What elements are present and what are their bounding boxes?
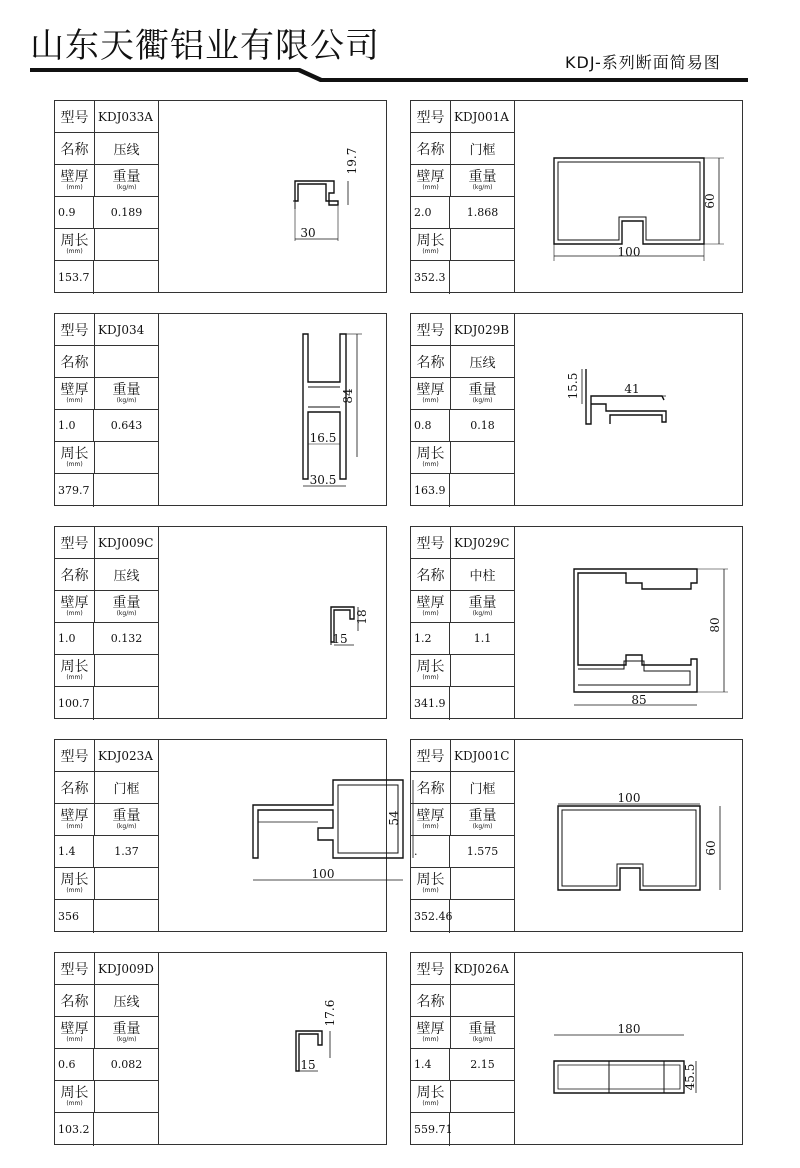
model-value: KDJ023A: [98, 748, 153, 763]
wall-label: 壁厚: [60, 808, 89, 824]
kgm-unit: (kg/m): [116, 823, 137, 830]
row-name: [411, 772, 514, 804]
row-values: [55, 623, 158, 655]
wall-value: .: [414, 845, 418, 858]
row-model: [55, 740, 158, 772]
perimeter-value: 153.7: [58, 271, 90, 284]
weight-label: 重量: [112, 1021, 141, 1037]
row-headers: [55, 378, 158, 410]
dimension-label: 16.5: [309, 431, 337, 445]
mm-unit: (mm): [422, 610, 439, 617]
row-model: [411, 527, 514, 559]
wall-value: 1.0: [58, 419, 76, 432]
section-drawing: [514, 953, 744, 1146]
row-perimeter-value: [55, 474, 158, 507]
dimension-label: 100: [617, 791, 641, 805]
dimension-label: 60: [703, 193, 717, 209]
name-label: 名称: [416, 780, 445, 797]
row-perimeter-value: [55, 900, 158, 933]
model-value: KDJ029C: [454, 535, 510, 550]
row-values: [411, 410, 514, 442]
perimeter-value: 352.3: [414, 271, 446, 284]
weight-value: 1.868: [466, 206, 499, 219]
kgm-unit: (kg/m): [472, 1036, 493, 1043]
mm-unit: (mm): [66, 184, 83, 191]
weight-value: 0.189: [110, 206, 143, 219]
section-drawing: [514, 740, 744, 933]
section-drawing: [514, 314, 744, 507]
row-values: [411, 1049, 514, 1081]
name-value: 压线: [113, 143, 140, 158]
wall-value: 2.0: [414, 206, 432, 219]
model-label: 型号: [416, 109, 445, 126]
wall-label: 壁厚: [416, 595, 445, 611]
row-perimeter-value: [411, 261, 514, 294]
perimeter-value: 559.71: [414, 1123, 453, 1136]
perimeter-label: 周长: [416, 233, 445, 249]
section-drawing: [158, 740, 401, 933]
row-perimeter-label: [55, 655, 158, 687]
mm-unit: (mm): [422, 1100, 439, 1107]
row-perimeter-value: [411, 1113, 514, 1146]
row-perimeter-label: [55, 1081, 158, 1113]
name-value: 压线: [469, 356, 496, 371]
model-value: KDJ033A: [98, 109, 153, 124]
dimension-label: 54: [387, 810, 401, 826]
dimension-label: 100: [617, 245, 641, 259]
mm-unit: (mm): [66, 397, 83, 404]
weight-label: 重量: [112, 595, 141, 611]
name-value: 门框: [469, 143, 496, 158]
dimension-label: 15: [332, 632, 348, 646]
mm-unit: (mm): [66, 248, 83, 255]
wall-value: 0.6: [58, 1058, 76, 1071]
wall-value: 1.4: [414, 1058, 432, 1071]
dimension-label: 15: [300, 1058, 316, 1072]
model-label: 型号: [416, 961, 445, 978]
row-values: [411, 623, 514, 655]
row-values: [55, 836, 158, 868]
dimension-label: 15.5: [566, 372, 580, 400]
row-perimeter-value: [55, 687, 158, 720]
profile-card-kdj033a: [54, 100, 387, 293]
profile-card-kdj034: [54, 313, 387, 506]
row-perimeter-value: [411, 900, 514, 933]
row-model: [411, 101, 514, 133]
mm-unit: (mm): [66, 1100, 83, 1107]
kgm-unit: (kg/m): [116, 397, 137, 404]
row-model: [411, 740, 514, 772]
perimeter-value: 341.9: [414, 697, 446, 710]
model-label: 型号: [60, 535, 89, 552]
row-headers: [411, 804, 514, 836]
model-value: KDJ009D: [98, 961, 154, 976]
mm-unit: (mm): [422, 1036, 439, 1043]
mm-unit: (mm): [66, 887, 83, 894]
section-drawing: [514, 101, 744, 294]
weight-value: 0.18: [470, 419, 495, 432]
perimeter-value: 103.2: [58, 1123, 90, 1136]
wall-value: 0.9: [58, 206, 76, 219]
dimension-label: 60: [704, 840, 718, 856]
profile-card-kdj029c: [410, 526, 743, 719]
spec-table: [55, 527, 159, 718]
wall-label: 壁厚: [60, 382, 89, 398]
company-name: 山东天衢铝业有限公司: [30, 26, 380, 66]
row-model: [411, 953, 514, 985]
row-model: [411, 314, 514, 346]
kgm-unit: (kg/m): [116, 184, 137, 191]
profile-card-kdj001a: [410, 100, 743, 293]
row-name: [55, 133, 158, 165]
name-label: 名称: [60, 567, 89, 584]
kgm-unit: (kg/m): [116, 610, 137, 617]
weight-label: 重量: [112, 382, 141, 398]
section-drawing: [514, 527, 744, 720]
weight-value: 0.643: [110, 419, 143, 432]
dimension-label: 45.5: [683, 1063, 697, 1091]
mm-unit: (mm): [422, 674, 439, 681]
row-perimeter-value: [411, 687, 514, 720]
wall-label: 壁厚: [416, 382, 445, 398]
row-headers: [411, 591, 514, 623]
mm-unit: (mm): [422, 461, 439, 468]
model-label: 型号: [416, 748, 445, 765]
wall-value: 1.0: [58, 632, 76, 645]
name-label: 名称: [416, 141, 445, 158]
weight-label: 重量: [468, 595, 497, 611]
model-value: KDJ029B: [454, 322, 510, 337]
row-perimeter-value: [411, 474, 514, 507]
profile-card-kdj026a: [410, 952, 743, 1145]
name-label: 名称: [60, 780, 89, 797]
wall-label: 壁厚: [416, 808, 445, 824]
model-value: KDJ001C: [454, 748, 510, 763]
name-label: 名称: [416, 354, 445, 371]
row-name: [55, 346, 158, 378]
weight-value: 1.575: [466, 845, 499, 858]
row-model: [55, 953, 158, 985]
mm-unit: (mm): [66, 1036, 83, 1043]
wall-label: 壁厚: [416, 169, 445, 185]
spec-table: [411, 101, 515, 292]
perimeter-label: 周长: [416, 1085, 445, 1101]
row-values: [55, 410, 158, 442]
model-label: 型号: [60, 322, 89, 339]
perimeter-label: 周长: [60, 1085, 89, 1101]
model-value: KDJ026A: [454, 961, 509, 976]
perimeter-label: 周长: [416, 446, 445, 462]
wall-label: 壁厚: [60, 1021, 89, 1037]
name-label: 名称: [416, 993, 445, 1010]
row-headers: [411, 165, 514, 197]
kgm-unit: (kg/m): [472, 610, 493, 617]
row-name: [55, 559, 158, 591]
row-model: [55, 527, 158, 559]
name-label: 名称: [60, 141, 89, 158]
weight-value: 1.1: [473, 632, 492, 645]
model-label: 型号: [416, 535, 445, 552]
perimeter-value: 379.7: [58, 484, 90, 497]
dimension-label: 100: [311, 867, 335, 881]
row-headers: [411, 378, 514, 410]
row-perimeter-label: [411, 229, 514, 261]
mm-unit: (mm): [422, 823, 439, 830]
weight-label: 重量: [468, 169, 497, 185]
spec-table: [55, 740, 159, 931]
row-perimeter-label: [411, 442, 514, 474]
name-value: 压线: [113, 569, 140, 584]
wall-label: 壁厚: [60, 595, 89, 611]
dimension-label: 30: [300, 226, 316, 240]
row-perimeter-label: [55, 229, 158, 261]
row-values: [411, 197, 514, 229]
dimension-label: 30.5: [309, 473, 337, 487]
row-perimeter-label: [411, 1081, 514, 1113]
wall-value: 0.8: [414, 419, 432, 432]
weight-label: 重量: [468, 808, 497, 824]
section-drawing: [158, 527, 388, 720]
perimeter-value: 356: [58, 910, 79, 923]
wall-value: 1.4: [58, 845, 76, 858]
perimeter-label: 周长: [60, 659, 89, 675]
row-headers: [55, 804, 158, 836]
wall-value: 1.2: [414, 632, 432, 645]
dimension-label: 80: [708, 617, 722, 633]
mm-unit: (mm): [66, 610, 83, 617]
model-value: KDJ034: [98, 322, 145, 337]
wall-label: 壁厚: [416, 1021, 445, 1037]
spec-table: [55, 953, 159, 1144]
perimeter-label: 周长: [60, 233, 89, 249]
row-model: [55, 314, 158, 346]
row-headers: [55, 165, 158, 197]
model-value: KDJ001A: [454, 109, 509, 124]
model-value: KDJ009C: [98, 535, 154, 550]
weight-label: 重量: [112, 169, 141, 185]
row-name: [411, 985, 514, 1017]
row-perimeter-value: [55, 1113, 158, 1146]
profile-card-kdj009c: [54, 526, 387, 719]
perimeter-label: 周长: [60, 446, 89, 462]
row-perimeter-label: [55, 442, 158, 474]
weight-value: 0.082: [110, 1058, 143, 1071]
spec-table: [55, 101, 159, 292]
dimension-label: 41: [624, 382, 640, 396]
row-name: [55, 772, 158, 804]
perimeter-value: 100.7: [58, 697, 90, 710]
row-name: [411, 559, 514, 591]
kgm-unit: (kg/m): [472, 397, 493, 404]
name-value: 压线: [113, 995, 140, 1010]
model-label: 型号: [416, 322, 445, 339]
dimension-label: 84: [341, 388, 355, 404]
row-name: [411, 133, 514, 165]
profile-card-kdj001c: [410, 739, 743, 932]
name-label: 名称: [416, 567, 445, 584]
perimeter-value: 163.9: [414, 484, 446, 497]
mm-unit: (mm): [422, 248, 439, 255]
dimension-label: 85: [631, 693, 647, 707]
kgm-unit: (kg/m): [472, 823, 493, 830]
dimension-label: 17.6: [323, 999, 337, 1027]
perimeter-label: 周长: [60, 872, 89, 888]
name-label: 名称: [60, 993, 89, 1010]
row-values: [411, 836, 514, 868]
profile-card-kdj029b: [410, 313, 743, 506]
spec-table: [411, 740, 515, 931]
row-perimeter-label: [411, 655, 514, 687]
dimension-label: 180: [617, 1022, 641, 1036]
name-value: 门框: [469, 782, 496, 797]
weight-label: 重量: [468, 382, 497, 398]
row-headers: [55, 1017, 158, 1049]
weight-value: 2.15: [470, 1058, 495, 1071]
name-value: 中柱: [469, 569, 496, 584]
row-name: [411, 346, 514, 378]
kgm-unit: (kg/m): [472, 184, 493, 191]
perimeter-label: 周长: [416, 872, 445, 888]
section-drawing: [158, 953, 388, 1146]
perimeter-value: 352.46: [414, 910, 453, 923]
name-value: 门框: [113, 782, 140, 797]
row-headers: [411, 1017, 514, 1049]
section-drawing: [158, 101, 388, 294]
wall-label: 壁厚: [60, 169, 89, 185]
row-values: [55, 197, 158, 229]
mm-unit: (mm): [422, 397, 439, 404]
spec-table: [411, 527, 515, 718]
spec-table: [55, 314, 159, 505]
row-perimeter-value: [55, 261, 158, 294]
dimension-label: 18: [355, 609, 369, 625]
spec-table: [411, 953, 515, 1144]
section-drawing: [158, 314, 388, 507]
model-label: 型号: [60, 961, 89, 978]
row-name: [55, 985, 158, 1017]
weight-label: 重量: [468, 1021, 497, 1037]
mm-unit: (mm): [66, 823, 83, 830]
spec-table: [411, 314, 515, 505]
weight-value: 1.37: [114, 845, 139, 858]
kgm-unit: (kg/m): [116, 1036, 137, 1043]
perimeter-label: 周长: [416, 659, 445, 675]
model-label: 型号: [60, 109, 89, 126]
weight-label: 重量: [112, 808, 141, 824]
weight-value: 0.132: [110, 632, 143, 645]
row-perimeter-label: [55, 868, 158, 900]
document-title: KDJ-系列断面简易图: [565, 53, 721, 72]
mm-unit: (mm): [66, 461, 83, 468]
model-label: 型号: [60, 748, 89, 765]
name-label: 名称: [60, 354, 89, 371]
row-model: [55, 101, 158, 133]
mm-unit: (mm): [66, 674, 83, 681]
row-values: [55, 1049, 158, 1081]
mm-unit: (mm): [422, 184, 439, 191]
row-perimeter-label: [411, 868, 514, 900]
mm-unit: (mm): [422, 887, 439, 894]
row-headers: [55, 591, 158, 623]
profile-card-kdj009d: [54, 952, 387, 1145]
dimension-label: 19.7: [345, 147, 359, 175]
profile-card-kdj023a: [54, 739, 401, 932]
